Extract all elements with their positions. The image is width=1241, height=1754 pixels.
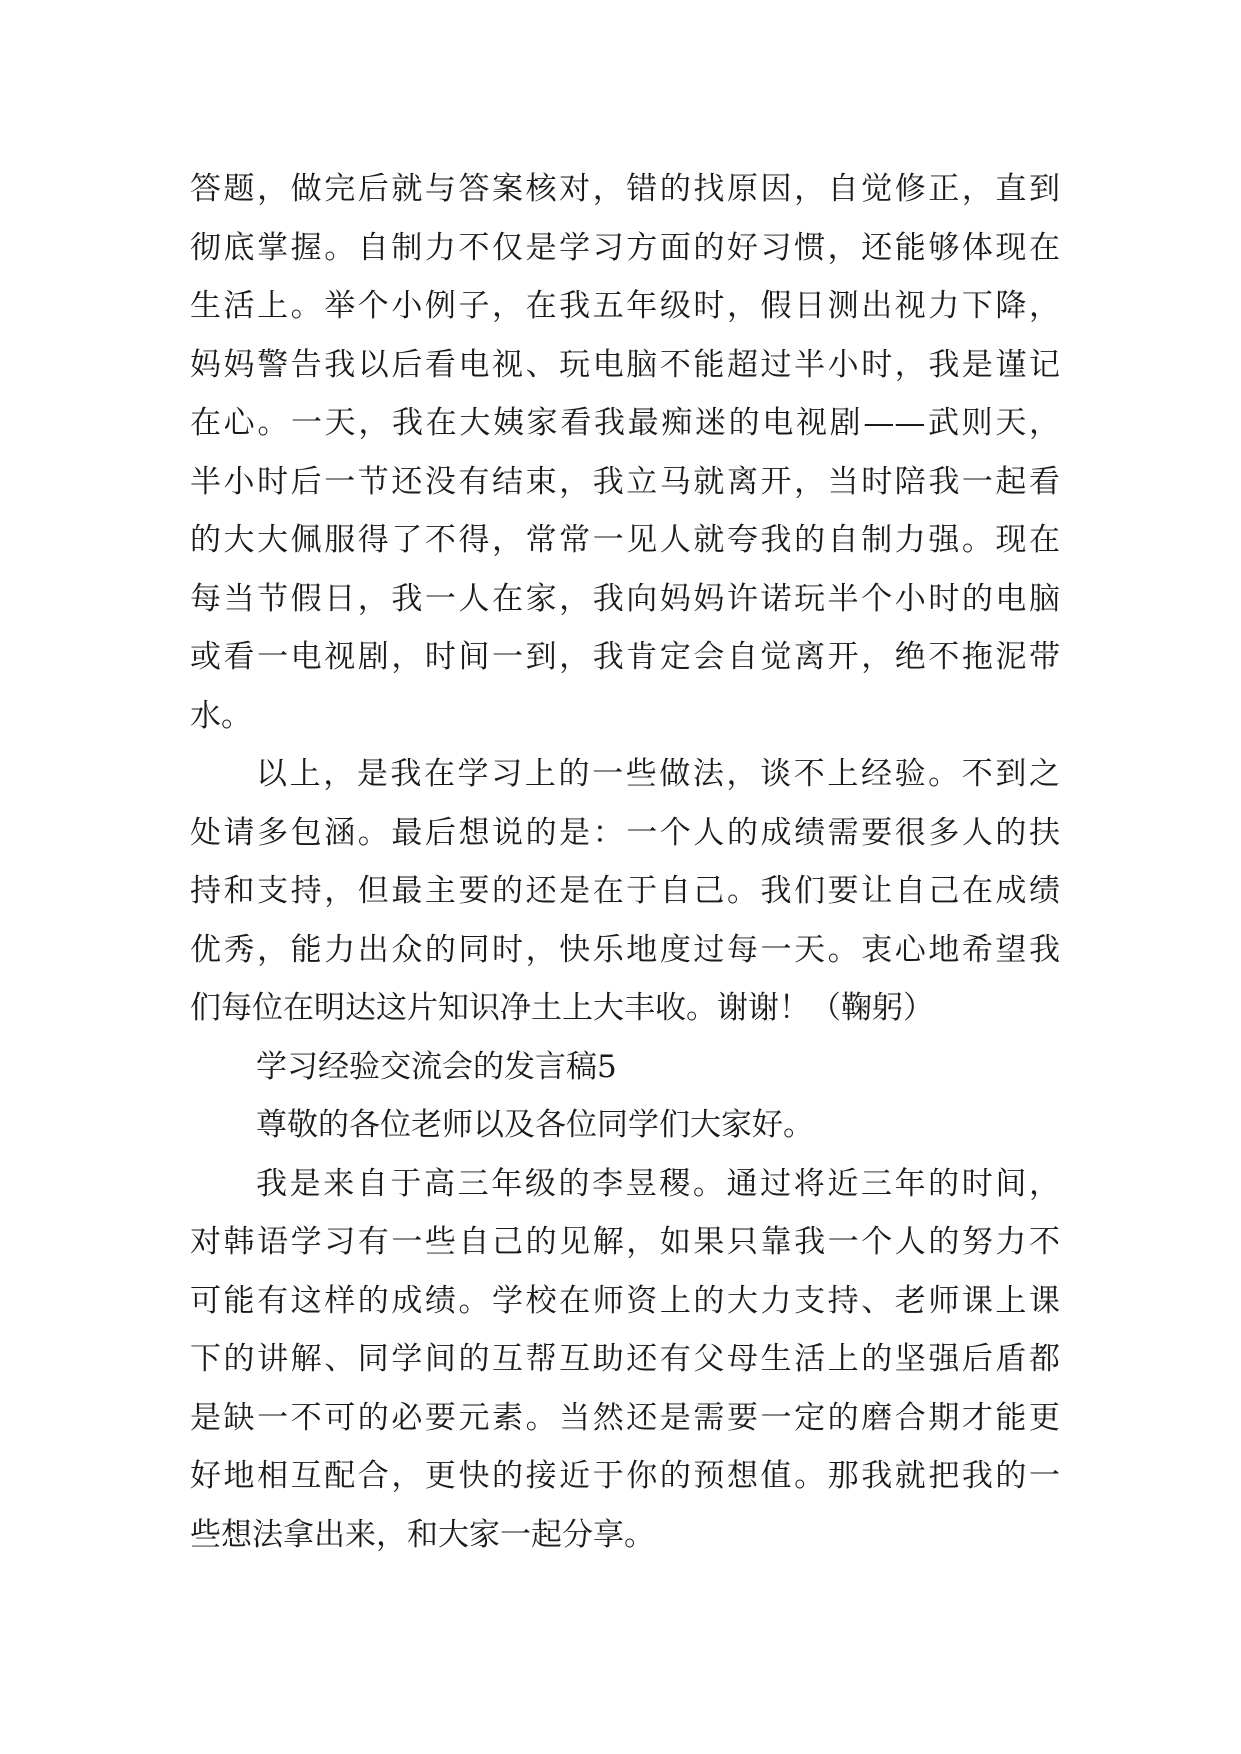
section-heading: 学习经验交流会的发言稿5: [256, 1048, 617, 1085]
paragraph-first-line: 以上，是我在学习上的一些做法，谈不上经验。不到之: [256, 756, 1060, 792]
text-line: 每当节假日，我一人在家，我向妈妈许诺玩半个小时的电脑: [190, 580, 1060, 617]
text-line: 水。: [190, 697, 252, 734]
text-line: 生活上。举个小例子，在我五年级时，假日测出视力下降，: [190, 288, 1060, 324]
text-line: 下的讲解、同学间的互帮互助还有父母生活上的坚强后盾都: [190, 1341, 1060, 1377]
text-line: 些想法拿出来，和大家一起分享。: [190, 1516, 655, 1553]
text-line: 处请多包涵。最后想说的是：一个人的成绩需要很多人的扶: [190, 814, 1060, 851]
text-line: 彻底掌握。自制力不仅是学习方面的好习惯，还能够体现在: [190, 229, 1060, 266]
text-line: 优秀，能力出众的同时，快乐地度过每一天。衷心地希望我: [190, 931, 1060, 968]
text-line: 半小时后一节还没有结束，我立马就离开，当时陪我一起看: [190, 463, 1060, 500]
text-line: 答题，做完后就与答案核对，错的找原因，自觉修正，直到: [190, 171, 1060, 207]
salutation: 尊敬的各位老师以及各位同学们大家好。: [256, 1107, 814, 1143]
document-body: [190, 160, 1060, 1564]
text-line: 的大大佩服得了不得，常常一见人就夸我的自制力强。现在: [190, 522, 1060, 558]
text-line: 是缺一不可的必要元素。当然还是需要一定的磨合期才能更: [190, 1399, 1060, 1436]
text-line: 持和支持，但最主要的还是在于自己。我们要让自己在成绩: [190, 873, 1060, 909]
text-line: 在心。一天，我在大姨家看我最痴迷的电视剧——武则天，: [190, 405, 1060, 441]
text-line: 可能有这样的成绩。学校在师资上的大力支持、老师课上课: [190, 1282, 1060, 1319]
text-line: 对韩语学习有一些自己的见解，如果只靠我一个人的努力不: [190, 1224, 1060, 1260]
text-line: 们每位在明达这片知识净土上大丰收。谢谢！（鞠躬）: [190, 990, 934, 1026]
text-line: 妈妈警告我以后看电视、玩电脑不能超过半小时，我是谨记: [190, 346, 1060, 383]
text-line: 好地相互配合，更快的接近于你的预想值。那我就把我的一: [190, 1458, 1060, 1494]
paragraph-first-line: 我是来自于高三年级的李昱稷。通过将近三年的时间，: [256, 1165, 1060, 1202]
text-line: 或看一电视剧，时间一到，我肯定会自觉离开，绝不拖泥带: [190, 639, 1060, 675]
